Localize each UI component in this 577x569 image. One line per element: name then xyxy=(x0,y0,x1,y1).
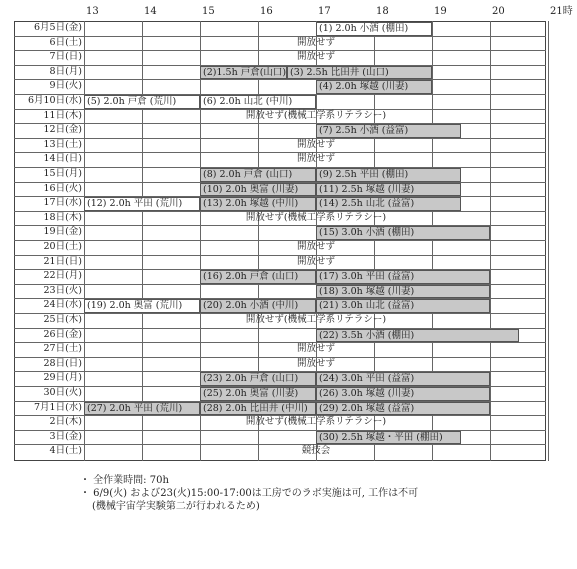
row-date: 6日(土) xyxy=(49,36,82,48)
session-block: (24) 3.0h 平田 (益富) xyxy=(316,372,490,386)
row-date: 6月10日(水) xyxy=(27,95,82,106)
row-date: 6月5日(金) xyxy=(33,22,82,33)
hour-label: 18 xyxy=(376,6,389,17)
hour-label: 13 xyxy=(86,6,99,17)
row-date: 9日(火) xyxy=(49,80,82,92)
session-block: (14) 2.5h 山北 (益富) xyxy=(316,197,461,211)
session-block: (9) 2.5h 平田 (棚田) xyxy=(316,168,461,182)
row-date: 26日(金) xyxy=(43,328,82,340)
session-block: (12) 2.0h 平田 (荒川) xyxy=(84,197,200,211)
session-block: (20) 2.0h 小酒 (中川) xyxy=(200,299,316,313)
session-block: (8) 2.0h 戸倉 (山口) xyxy=(200,168,316,182)
hour-label: 17 xyxy=(318,6,331,17)
closed-label: 開放せず xyxy=(296,36,335,48)
session-block: (27) 2.0h 平田 (荒川) xyxy=(84,402,200,416)
grid-vline xyxy=(548,21,549,461)
row-date: 27日(土) xyxy=(43,343,82,355)
row-date: 22日(月) xyxy=(43,270,82,282)
row-date: 14日(日) xyxy=(43,153,82,165)
row-date: 28日(日) xyxy=(43,357,82,369)
closed-label: 開放せず xyxy=(296,343,335,355)
session-block: (19) 2.0h 奥富 (荒川) xyxy=(84,299,200,313)
note-line: ・ 6/9(火) および23(火)15:00-17:00は工房でのラボ実施は可, 工作は不可 xyxy=(80,488,419,499)
grid-hline xyxy=(14,123,546,124)
closed-label: 開放せず(機械工学系リテラシー) xyxy=(245,109,387,121)
session-block: (7) 2.5h 小酒 (益富) xyxy=(316,124,461,138)
closed-label: 開放せず xyxy=(296,51,335,63)
row-date: 29日(月) xyxy=(43,372,82,384)
row-date: 17日(水) xyxy=(43,197,82,209)
row-date: 15日(月) xyxy=(43,168,82,179)
hour-label: 19 xyxy=(434,6,447,17)
row-date: 2日(木) xyxy=(49,416,82,428)
hour-label: 21時 xyxy=(550,6,573,17)
session-block: (11) 2.5h 塚越 (川妻) xyxy=(316,183,461,197)
grid-hline xyxy=(14,79,546,80)
session-block: (5) 2.0h 戸倉 (荒川) xyxy=(84,95,200,109)
session-block: (6) 2.0h 山北 (中川) xyxy=(200,95,316,109)
closed-label: 開放せず xyxy=(296,153,335,165)
row-date: 4日(土) xyxy=(49,445,82,457)
session-block: (21) 3.0h 山北 (益富) xyxy=(316,299,490,313)
grid-hline xyxy=(14,430,546,431)
row-date: 21日(日) xyxy=(43,255,82,267)
closed-label: 開放せず(機械工学系リテラシー) xyxy=(245,211,387,223)
session-block: (13) 2.0h 塚越 (中川) xyxy=(200,197,316,211)
note-line: ・ 全作業時間: 70h xyxy=(80,475,169,486)
session-block: (2)1.5h 戸倉(山口) xyxy=(200,66,287,80)
hour-label: 20 xyxy=(492,6,505,17)
row-date: 19日(金) xyxy=(43,226,82,238)
closed-label: 開放せず xyxy=(296,138,335,150)
closed-label: 開放せず(機械工学系リテラシー) xyxy=(245,416,387,428)
note-line: (機械宇宙学実験第二が行われるため) xyxy=(92,501,260,512)
session-block: (10) 2.0h 奥富 (川妻) xyxy=(200,183,316,197)
row-date: 16日(火) xyxy=(43,182,82,194)
session-block: (1) 2.0h 小酒 (棚田) xyxy=(316,22,432,36)
closed-label: 開放せず xyxy=(296,241,335,252)
hour-label: 16 xyxy=(260,6,273,17)
row-date: 7月1日(水) xyxy=(33,401,82,413)
row-date: 11日(木) xyxy=(43,109,82,121)
session-block: (26) 3.0h 塚越 (川妻) xyxy=(316,387,490,401)
row-date: 18日(木) xyxy=(43,211,82,223)
session-block: (22) 3.5h 小酒 (棚田) xyxy=(316,329,519,343)
row-date: 13日(土) xyxy=(43,138,82,150)
session-block: (23) 2.0h 戸倉 (山口) xyxy=(200,372,316,386)
session-block: (30) 2.5h 塚越・平田 (棚田) xyxy=(316,431,461,445)
row-date: 3日(金) xyxy=(49,430,82,442)
session-block: (15) 3.0h 小酒 (棚田) xyxy=(316,226,490,240)
row-date: 23日(火) xyxy=(43,284,82,296)
row-date: 24日(水) xyxy=(43,299,82,311)
session-block: (4) 2.0h 塚越 (川妻) xyxy=(316,80,432,94)
closed-label: 開放せず xyxy=(296,255,335,267)
row-date: 25日(木) xyxy=(43,314,82,325)
session-block: (16) 2.0h 戸倉 (山口) xyxy=(200,270,316,284)
hour-label: 14 xyxy=(144,6,157,17)
row-date: 7日(日) xyxy=(49,51,82,63)
session-block: (25) 2.0h 奥富 (川妻) xyxy=(200,387,316,401)
row-date: 12日(金) xyxy=(43,124,82,136)
row-date: 8日(月) xyxy=(49,65,82,77)
session-block: (3) 2.5h 比田井 (山口) xyxy=(287,66,432,80)
closed-label: 競技会 xyxy=(301,445,331,457)
session-block: (18) 3.0h 塚越 (川妻) xyxy=(316,285,490,299)
session-block: (28) 2.0h 比田井 (中川) xyxy=(200,402,316,416)
closed-label: 開放せず xyxy=(296,357,335,369)
closed-label: 開放せず(機械工学系リテラシー) xyxy=(245,314,387,325)
row-date: 20日(土) xyxy=(43,241,82,252)
hour-label: 15 xyxy=(202,6,215,17)
row-date: 30日(火) xyxy=(43,387,82,398)
session-block: (29) 2.0h 塚越 (益富) xyxy=(316,402,490,416)
session-block: (17) 3.0h 平田 (益富) xyxy=(316,270,490,284)
